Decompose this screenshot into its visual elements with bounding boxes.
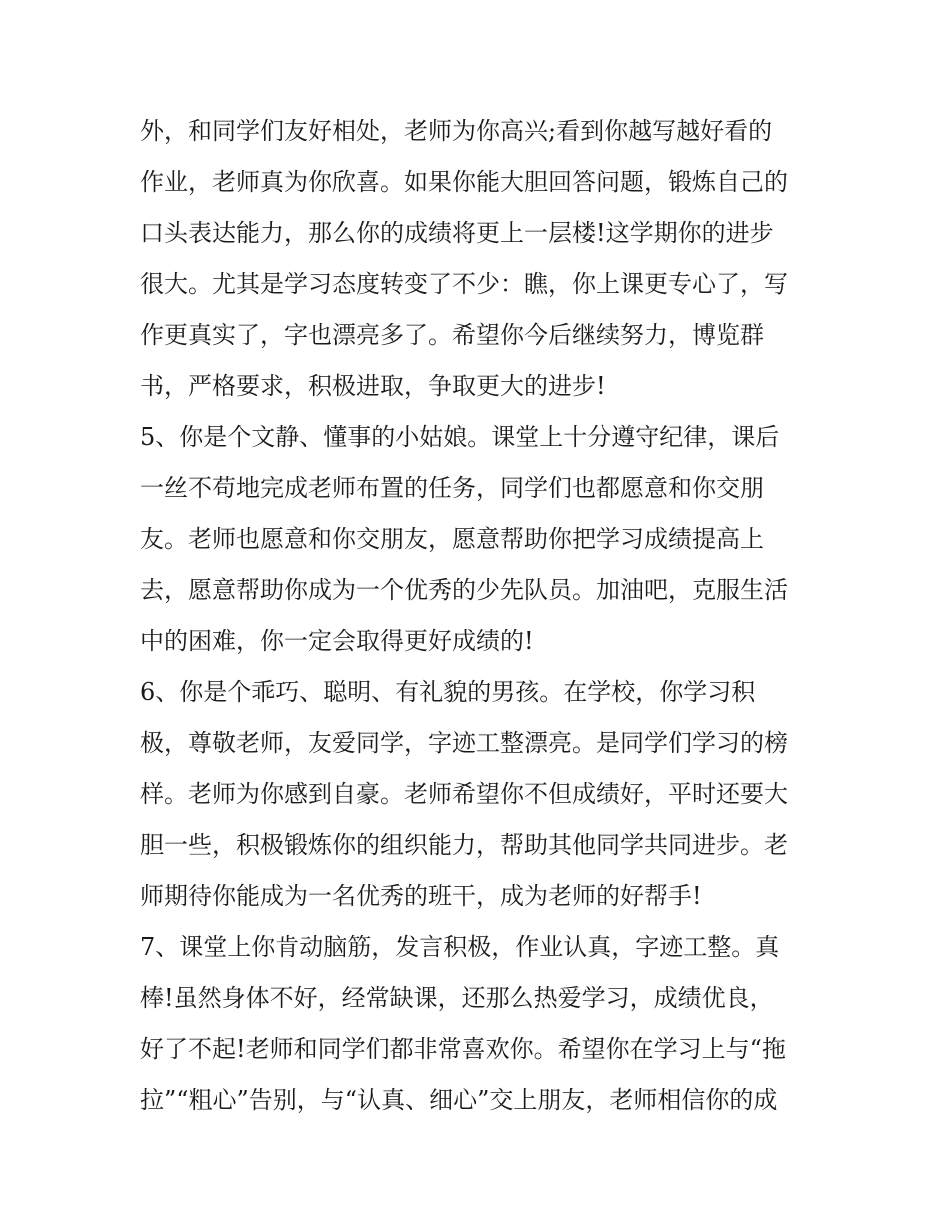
text-line: 极，尊敬老师，友爱同学，字迹工整漂亮。是同学们学习的榜 [140,729,788,757]
text-line: 友。老师也愿意和你交朋友，愿意帮助你把学习成绩提高上 [140,525,764,553]
text-line: 作更真实了，字也漂亮多了。希望你今后继续努力，博览群 [140,321,764,349]
text-line: 拉”“粗心”告别，与“认真、细心”交上朋友，老师相信你的成 [140,1086,778,1114]
document-body [140,106,820,1126]
text-line: 好了不起!老师和同学们都非常喜欢你。希望你在学习上与“拖 [140,1035,786,1063]
text-line: 样。老师为你感到自豪。老师希望你不但成绩好，平时还要大 [140,780,788,808]
text-line: 棒!虽然身体不好，经常缺课，还那么热爱学习，成绩优良， [140,984,774,1012]
text-line: 一丝不苟地完成老师布置的任务，同学们也都愿意和你交朋 [140,474,764,502]
text-line: 7、课堂上你肯动脑筋，发言积极，作业认真，字迹工整。真 [140,933,780,961]
text-line: 作业，老师真为你欣喜。如果你能大胆回答问题，锻炼自己的 [140,168,788,196]
text-line: 胆一些，积极锻炼你的组织能力，帮助其他同学共同进步。老 [140,831,788,859]
text-line: 外，和同学们友好相处，老师为你高兴;看到你越写越好看的 [140,117,773,145]
text-line: 口头表达能力，那么你的成绩将更上一层楼!这学期你的进步 [140,219,774,247]
text-line: 去，愿意帮助你成为一个优秀的少先队员。加油吧，克服生活 [140,576,788,604]
text-line: 师期待你能成为一名优秀的班干，成为老师的好帮手! [140,882,702,910]
text-line: 5、你是个文静、懂事的小姑娘。课堂上十分遵守纪律，课后 [140,423,780,451]
text-line: 6、你是个乖巧、聪明、有礼貌的男孩。在学校，你学习积 [140,678,756,706]
text-line: 中的困难，你一定会取得更好成绩的! [140,627,534,655]
text-line: 书，严格要求，积极进取，争取更大的进步! [140,372,606,400]
text-line: 很大。尤其是学习态度转变了不少：瞧，你上课更专心了，写 [140,270,788,298]
